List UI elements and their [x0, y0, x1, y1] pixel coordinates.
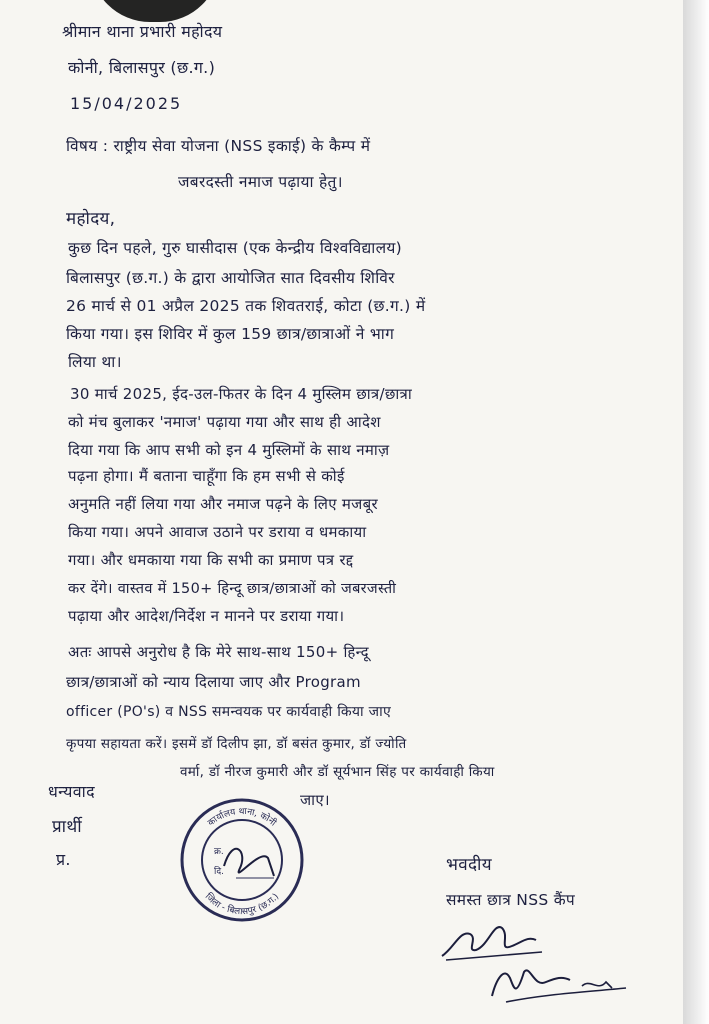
para2-line9: पढ़ाया और आदेश/निर्देश न मानने पर डराया गया।	[68, 607, 345, 625]
stamp-serial-label: क्र.	[214, 847, 224, 857]
dark-blot	[90, 0, 220, 22]
para2-line1: 30 मार्च 2025, ईद-उल-फितर के दिन 4 मुस्लिम छात्र/छात्रा	[70, 385, 413, 403]
applicant-label: प्रार्थी	[52, 817, 82, 837]
svg-text:कार्यालय थाना, कोनी	[206, 807, 279, 829]
para1-line3: 26 मार्च से 01 अप्रैल 2025 तक शिवतराई, कोटा (छ.ग.) में	[66, 297, 426, 315]
signature-2	[486, 958, 636, 1008]
para3-line1: अतः आपसे अनुरोध है कि मेरे साथ-साथ 150+ हिन्दू	[68, 643, 369, 661]
para2-line7: गया। और धमकाया गया कि सभी का प्रमाण पत्र रद्द	[68, 551, 354, 569]
para2-line3: दिया गया कि आप सभी को इन 4 मुस्लिमों के साथ नमाज़	[68, 441, 390, 459]
para2-line6: किया गया। अपने आवाज उठाने पर डराया व धमकाया	[68, 523, 367, 541]
thanks-text: धन्यवाद	[48, 782, 95, 801]
para3-line4: कृपया सहायता करें। इसमें डॉ दिलीप झा, डॉ बसंत कुमार, डॉ ज्योति	[66, 736, 407, 752]
salutation: महोदय,	[66, 209, 116, 229]
para2-line5: अनुमति नहीं लिया गया और नमाज पढ़ने के लिए मजबूर	[68, 495, 378, 513]
para1-line5: लिया था।	[68, 353, 122, 371]
para3-line5: वर्मा, डॉ नीरज कुमारी और डॉ सूर्यभान सिंह पर कार्यवाही किया	[180, 764, 495, 780]
para3-line3: officer (PO's) व NSS समन्वयक पर कार्यवाही किया जाए	[66, 704, 392, 720]
addressee-line: श्रीमान थाना प्रभारी महोदय	[62, 22, 223, 41]
letter-date: 15/04/2025	[70, 94, 183, 113]
stamp-signature-scribble	[224, 849, 274, 876]
receipt-mark: प्र.	[56, 850, 71, 869]
subject-line-2: जबरदस्ती नमाज पढ़ाया हेतु।	[178, 173, 343, 191]
para1-line2: बिलासपुर (छ.ग.) के द्वारा आयोजित सात दिवसीय शिविर	[66, 269, 395, 287]
police-station-stamp	[178, 796, 306, 924]
para3-line2: छात्र/छात्राओं को न्याय दिलाया जाए और Program	[66, 673, 361, 691]
stamp-date-label: दि.	[214, 867, 224, 877]
stamp-top-text: कार्यालय थाना, कोनी	[206, 806, 278, 829]
para3-line6: जाए।	[300, 791, 330, 809]
sender-line: समस्त छात्र NSS कैंप	[446, 891, 576, 909]
stamp-bottom-text: जिला - बिलासपुर (छ.ग.)	[202, 891, 282, 918]
para2-line4: पढ़ना होगा। मैं बताना चाहूँगा कि हम सभी से कोई	[68, 467, 345, 485]
para2-line2: को मंच बुलाकर 'नमाज' पढ़ाया गया और साथ ही आदेश	[68, 413, 381, 431]
yours-faithfully: भवदीय	[446, 855, 492, 875]
para1-line1: कुछ दिन पहले, गुरु घासीदास (एक केन्द्रीय विश्वविद्यालय)	[68, 239, 403, 257]
address-place-line: कोनी, बिलासपुर (छ.ग.)	[68, 58, 216, 77]
para2-line8: कर देंगे। वास्तव में 150+ हिन्दू छात्र/छात्राओं को जबरजस्ती	[68, 581, 397, 597]
subject-line-1: विषय : राष्ट्रीय सेवा योजना (NSS इकाई) के कैम्प में	[66, 137, 371, 155]
para1-line4: किया गया। इस शिविर में कुल 159 छात्र/छात्राओं ने भाग	[66, 325, 395, 343]
page-edge	[683, 0, 709, 1024]
